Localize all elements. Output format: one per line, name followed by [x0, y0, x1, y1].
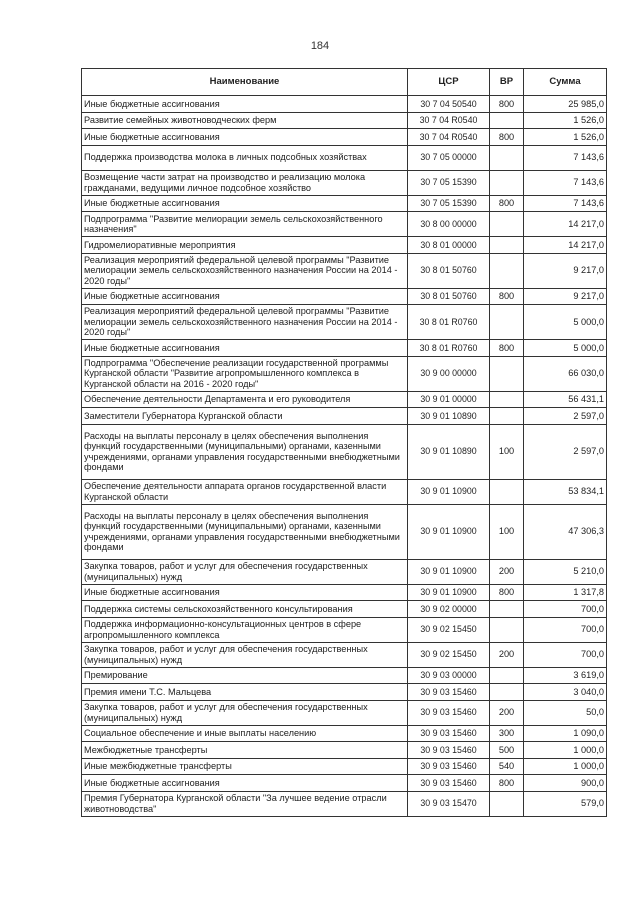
- cell-name: Социальное обеспечение и иные выплаты населению: [82, 725, 408, 742]
- table-row: [82, 391, 607, 408]
- cell-name: Поддержка производства молока в личных подсобных хозяйствах: [82, 145, 408, 170]
- cell-name: Иные бюджетные ассигнования: [82, 96, 408, 113]
- cell-sum: 2 597,0: [524, 408, 607, 425]
- cell-vr: 500: [490, 742, 524, 759]
- cell-vr: [490, 601, 524, 618]
- cell-csr: 30 9 03 15460: [408, 742, 490, 759]
- cell-vr: 200: [490, 700, 524, 725]
- header-vr: ВР: [490, 69, 524, 96]
- cell-vr: 800: [490, 775, 524, 792]
- cell-name: Иные бюджетные ассигнования: [82, 340, 408, 357]
- cell-vr: 800: [490, 288, 524, 305]
- cell-name: Иные бюджетные ассигнования: [82, 129, 408, 146]
- cell-sum: 1 526,0: [524, 129, 607, 146]
- table-row: [82, 642, 607, 667]
- table-row: [82, 96, 607, 113]
- cell-vr: 800: [490, 584, 524, 601]
- cell-csr: 30 9 03 15460: [408, 775, 490, 792]
- table-row: [82, 667, 607, 684]
- table-row: [82, 424, 607, 479]
- cell-vr: [490, 170, 524, 195]
- cell-vr: [490, 684, 524, 701]
- cell-csr: 30 8 01 R0760: [408, 305, 490, 340]
- cell-sum: 1 090,0: [524, 725, 607, 742]
- cell-name: Премия имени Т.С. Мальцева: [82, 684, 408, 701]
- header-name: Наименование: [82, 69, 408, 96]
- cell-name: Иные бюджетные ассигнования: [82, 775, 408, 792]
- cell-csr: 30 7 04 R0540: [408, 129, 490, 146]
- cell-csr: 30 7 05 00000: [408, 145, 490, 170]
- cell-name: Развитие семейных животноводческих ферм: [82, 112, 408, 129]
- cell-csr: 30 9 02 00000: [408, 601, 490, 618]
- table-row: [82, 356, 607, 391]
- cell-csr: 30 9 03 15460: [408, 725, 490, 742]
- cell-sum: 5 210,0: [524, 559, 607, 584]
- cell-vr: 200: [490, 559, 524, 584]
- cell-sum: 14 217,0: [524, 237, 607, 254]
- cell-sum: 7 143,6: [524, 195, 607, 212]
- cell-sum: 9 217,0: [524, 288, 607, 305]
- cell-csr: 30 9 00 00000: [408, 356, 490, 391]
- cell-sum: 66 030,0: [524, 356, 607, 391]
- cell-csr: 30 9 03 15460: [408, 758, 490, 775]
- cell-name: Поддержка системы сельскохозяйственного консультирования: [82, 601, 408, 618]
- cell-vr: 800: [490, 96, 524, 113]
- table-header: [82, 69, 607, 96]
- table-row: [82, 237, 607, 254]
- table-row: [82, 584, 607, 601]
- table-row: [82, 617, 607, 642]
- cell-csr: 30 7 04 50540: [408, 96, 490, 113]
- cell-name: Расходы на выплаты персоналу в целях обеспечения выполнения функций государственными (муниципальными) органами, казенными учреждениями, органами управления государственными внебюджетными фондами: [82, 424, 408, 479]
- cell-name: Реализация мероприятий федеральной целевой программы "Развитие мелиорации земель сельскохозяйственного назначения России на 2014 - 2020 годы": [82, 305, 408, 340]
- table-row: [82, 725, 607, 742]
- table-row: [82, 559, 607, 584]
- cell-name: Межбюджетные трансферты: [82, 742, 408, 759]
- cell-vr: [490, 391, 524, 408]
- cell-sum: 47 306,3: [524, 504, 607, 559]
- table-row: [82, 479, 607, 504]
- cell-name: Заместители Губернатора Курганской области: [82, 408, 408, 425]
- table-row: [82, 253, 607, 288]
- cell-name: Поддержка информационно-консультационных центров в сфере агропромышленного комплекса: [82, 617, 408, 642]
- cell-name: Возмещение части затрат на производство и реализацию молока гражданами, ведущими личное подсобное хозяйство: [82, 170, 408, 195]
- cell-csr: 30 9 01 10900: [408, 479, 490, 504]
- cell-csr: 30 9 01 10890: [408, 424, 490, 479]
- cell-csr: 30 9 03 15460: [408, 684, 490, 701]
- cell-sum: 50,0: [524, 700, 607, 725]
- header-csr: ЦСР: [408, 69, 490, 96]
- cell-csr: 30 9 01 10900: [408, 559, 490, 584]
- cell-vr: 800: [490, 129, 524, 146]
- cell-csr: 30 7 04 R0540: [408, 112, 490, 129]
- cell-csr: 30 9 02 15450: [408, 617, 490, 642]
- cell-csr: 30 9 03 00000: [408, 667, 490, 684]
- cell-csr: 30 8 01 50760: [408, 253, 490, 288]
- cell-name: Расходы на выплаты персоналу в целях обеспечения выполнения функций государственными (муниципальными) органами, казенными учреждениями, органами управления государственными внебюджетными фондами: [82, 504, 408, 559]
- cell-csr: 30 9 01 00000: [408, 391, 490, 408]
- cell-name: Обеспечение деятельности аппарата органов государственной власти Курганской области: [82, 479, 408, 504]
- cell-csr: 30 9 01 10890: [408, 408, 490, 425]
- cell-csr: 30 9 03 15460: [408, 700, 490, 725]
- cell-sum: 5 000,0: [524, 305, 607, 340]
- table-row: [82, 288, 607, 305]
- cell-vr: 800: [490, 195, 524, 212]
- cell-vr: [490, 617, 524, 642]
- cell-csr: 30 9 01 10900: [408, 584, 490, 601]
- cell-vr: 200: [490, 642, 524, 667]
- cell-vr: 800: [490, 340, 524, 357]
- table-row: [82, 700, 607, 725]
- table-row: [82, 212, 607, 237]
- cell-vr: 100: [490, 424, 524, 479]
- cell-csr: 30 8 01 R0760: [408, 340, 490, 357]
- cell-vr: [490, 667, 524, 684]
- table-row: [82, 684, 607, 701]
- cell-sum: 1 526,0: [524, 112, 607, 129]
- cell-vr: [490, 112, 524, 129]
- cell-name: Обеспечение деятельности Департамента и его руководителя: [82, 391, 408, 408]
- table-row: [82, 340, 607, 357]
- cell-sum: 5 000,0: [524, 340, 607, 357]
- cell-sum: 579,0: [524, 791, 607, 816]
- cell-csr: 30 8 00 00000: [408, 212, 490, 237]
- table-row: [82, 791, 607, 816]
- table-row: [82, 504, 607, 559]
- cell-sum: 53 834,1: [524, 479, 607, 504]
- table-row: [82, 601, 607, 618]
- table-row: [82, 758, 607, 775]
- cell-vr: [490, 479, 524, 504]
- table-row: [82, 195, 607, 212]
- cell-vr: [490, 356, 524, 391]
- cell-name: Подпрограмма "Обеспечение реализации государственной программы Курганской области "Развитие агропромышленного комплекса в Курганской области на 2016 - 2020 годы": [82, 356, 408, 391]
- cell-csr: 30 8 01 50760: [408, 288, 490, 305]
- cell-vr: [490, 305, 524, 340]
- cell-csr: 30 9 02 15450: [408, 642, 490, 667]
- cell-name: Реализация мероприятий федеральной целевой программы "Развитие мелиорации земель сельскохозяйственного назначения России на 2014 - 2020 годы": [82, 253, 408, 288]
- cell-sum: 1 000,0: [524, 742, 607, 759]
- cell-sum: 7 143,6: [524, 145, 607, 170]
- table-body: [82, 96, 607, 817]
- cell-name: Премия Губернатора Курганской области "За лучшее ведение отрасли животноводства": [82, 791, 408, 816]
- cell-name: Подпрограмма "Развитие мелиорации земель сельскохозяйственного назначения": [82, 212, 408, 237]
- table-row: [82, 170, 607, 195]
- cell-sum: 1 317,8: [524, 584, 607, 601]
- cell-csr: 30 7 05 15390: [408, 195, 490, 212]
- table-row: [82, 145, 607, 170]
- cell-name: Иные межбюджетные трансферты: [82, 758, 408, 775]
- cell-vr: [490, 237, 524, 254]
- cell-sum: 3 619,0: [524, 667, 607, 684]
- table-row: [82, 129, 607, 146]
- cell-name: Иные бюджетные ассигнования: [82, 288, 408, 305]
- cell-sum: 9 217,0: [524, 253, 607, 288]
- cell-csr: 30 7 05 15390: [408, 170, 490, 195]
- table-row: [82, 112, 607, 129]
- table-row: [82, 305, 607, 340]
- cell-vr: 300: [490, 725, 524, 742]
- cell-name: Гидромелиоративные мероприятия: [82, 237, 408, 254]
- cell-name: Премирование: [82, 667, 408, 684]
- cell-vr: [490, 791, 524, 816]
- cell-name: Закупка товаров, работ и услуг для обеспечения государственных (муниципальных) нужд: [82, 642, 408, 667]
- cell-sum: 56 431,1: [524, 391, 607, 408]
- table-row: [82, 408, 607, 425]
- cell-name: Иные бюджетные ассигнования: [82, 584, 408, 601]
- cell-vr: [490, 408, 524, 425]
- cell-sum: 14 217,0: [524, 212, 607, 237]
- cell-vr: [490, 145, 524, 170]
- cell-vr: 540: [490, 758, 524, 775]
- cell-csr: 30 9 03 15470: [408, 791, 490, 816]
- cell-vr: [490, 253, 524, 288]
- cell-sum: 2 597,0: [524, 424, 607, 479]
- cell-name: Закупка товаров, работ и услуг для обеспечения государственных (муниципальных) нужд: [82, 700, 408, 725]
- cell-vr: [490, 212, 524, 237]
- cell-sum: 900,0: [524, 775, 607, 792]
- page-number: 184: [310, 40, 330, 52]
- cell-sum: 7 143,6: [524, 170, 607, 195]
- cell-csr: 30 9 01 10900: [408, 504, 490, 559]
- cell-sum: 3 040,0: [524, 684, 607, 701]
- cell-sum: 25 985,0: [524, 96, 607, 113]
- table-row: [82, 742, 607, 759]
- cell-sum: 1 000,0: [524, 758, 607, 775]
- cell-vr: 100: [490, 504, 524, 559]
- cell-csr: 30 8 01 00000: [408, 237, 490, 254]
- cell-sum: 700,0: [524, 617, 607, 642]
- cell-name: Иные бюджетные ассигнования: [82, 195, 408, 212]
- budget-table: [81, 68, 607, 817]
- cell-sum: 700,0: [524, 642, 607, 667]
- header-sum: Сумма: [524, 69, 607, 96]
- cell-name: Закупка товаров, работ и услуг для обеспечения государственных (муниципальных) нужд: [82, 559, 408, 584]
- table-row: [82, 775, 607, 792]
- cell-sum: 700,0: [524, 601, 607, 618]
